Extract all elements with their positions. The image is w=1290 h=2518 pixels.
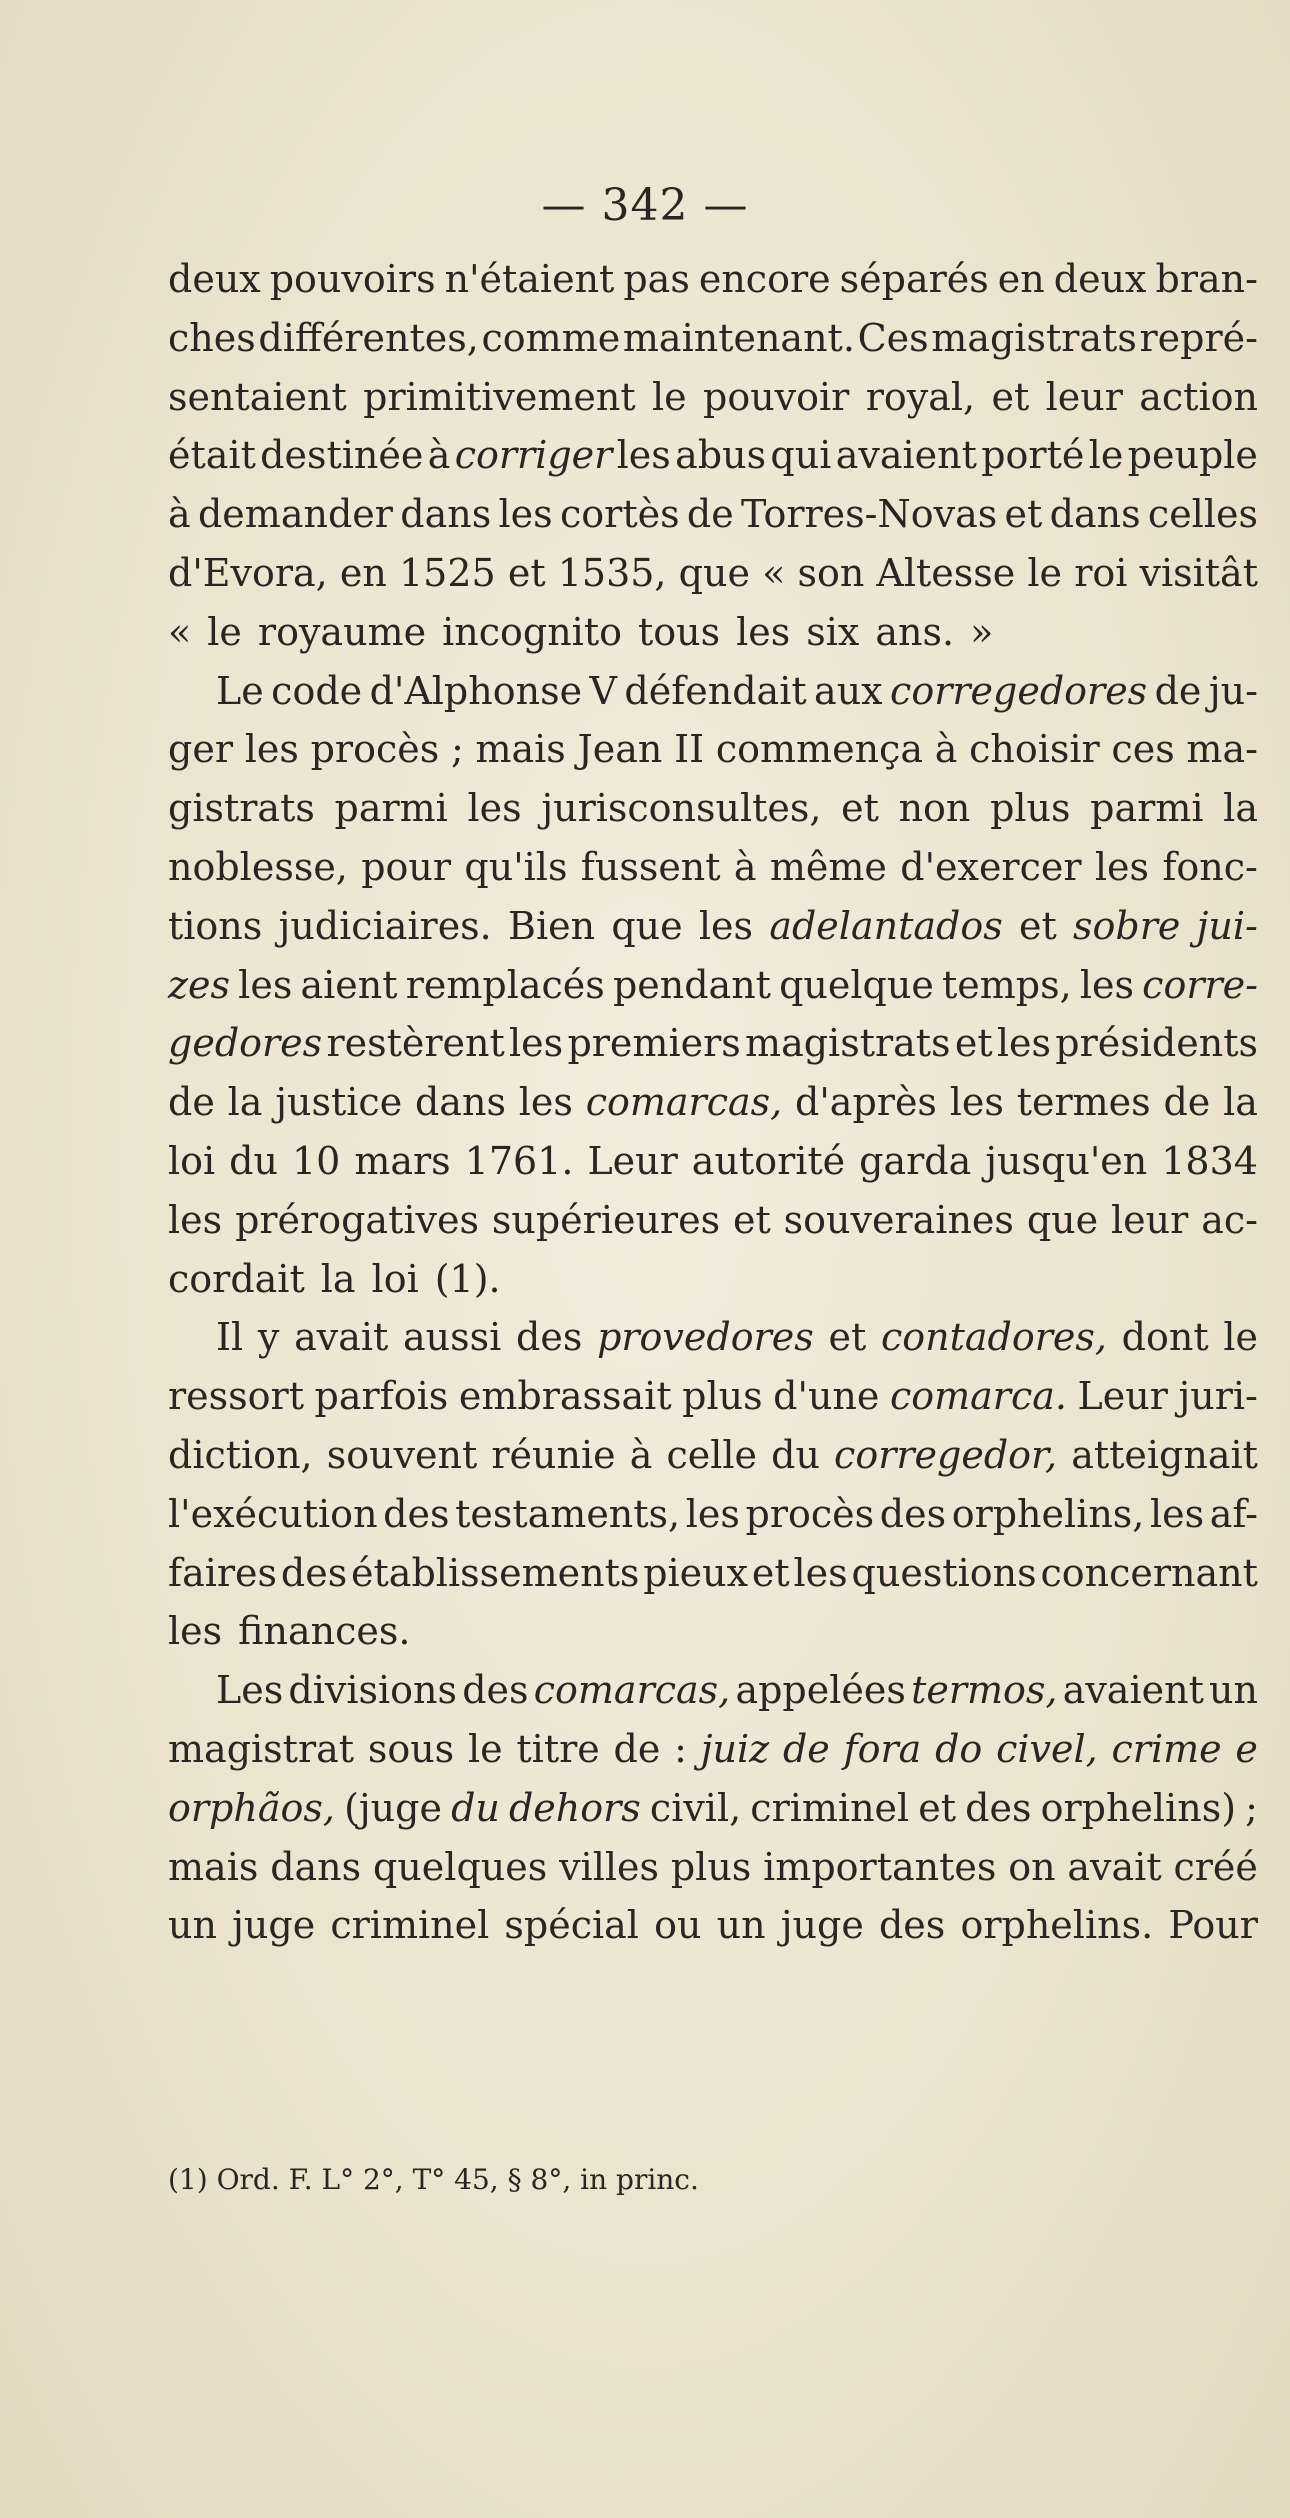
- word: 1834: [1161, 1138, 1258, 1183]
- text-line: [168, 1308, 1258, 1367]
- text-line: [168, 485, 1258, 544]
- word: les: [736, 609, 791, 654]
- word: le: [467, 1726, 503, 1771]
- word: ger: [168, 727, 233, 772]
- word: les: [949, 1080, 1004, 1125]
- word: réunie: [491, 1432, 616, 1477]
- word: les: [498, 492, 553, 537]
- word: corregedores: [890, 668, 1148, 713]
- word: défendait: [624, 668, 807, 713]
- word: titre: [516, 1726, 600, 1771]
- word: loi: [168, 1138, 216, 1183]
- word: choisir: [969, 727, 1100, 772]
- word: 10: [291, 1138, 341, 1183]
- word: un: [716, 1903, 766, 1948]
- word: souvent: [326, 1432, 478, 1477]
- word: ches: [168, 315, 256, 360]
- text-line: [168, 1896, 1258, 1955]
- word: les: [685, 1491, 740, 1536]
- word: de: [1154, 668, 1202, 713]
- word: les: [238, 962, 293, 1007]
- word: des: [516, 1315, 583, 1360]
- footnote: (1) Ord. F. L° 2°, T° 45, § 8°, in princ.: [168, 2163, 699, 2196]
- word: et: [733, 1197, 771, 1242]
- word: criminel: [330, 1903, 490, 1948]
- text-line: [168, 897, 1258, 956]
- text-line: [168, 838, 1258, 897]
- word: Il: [216, 1315, 244, 1360]
- word: ma-: [1186, 727, 1258, 772]
- word: mars: [354, 1138, 451, 1183]
- word: de: [686, 492, 734, 537]
- word: juiz: [700, 1726, 770, 1771]
- word: pendant: [612, 962, 771, 1007]
- word: et: [918, 1785, 957, 1830]
- word: diction,: [168, 1432, 313, 1477]
- word: orphelins.: [960, 1903, 1154, 1948]
- word: encore: [698, 257, 831, 301]
- word: la: [1223, 1080, 1258, 1125]
- text-line: [168, 1485, 1258, 1544]
- word: faires: [168, 1550, 278, 1595]
- word: «: [762, 550, 786, 595]
- word: tions: [168, 903, 263, 948]
- text-line: [168, 603, 1258, 662]
- word: judiciaires.: [278, 903, 492, 948]
- word: deux: [1053, 257, 1147, 301]
- word: dont: [1121, 1315, 1209, 1360]
- word: repré-: [1139, 315, 1258, 360]
- word: zes: [168, 962, 231, 1007]
- word: la: [1223, 786, 1258, 831]
- word: qu'ils: [464, 844, 568, 889]
- word: pas: [623, 257, 690, 301]
- word: aux: [814, 668, 883, 713]
- text-line: [168, 1602, 1258, 1661]
- word: demander: [197, 492, 393, 537]
- word: Altesse: [876, 550, 1016, 595]
- word: »: [970, 609, 994, 654]
- word: sobre: [1073, 903, 1181, 948]
- word: remplacés: [405, 962, 605, 1007]
- word: la: [227, 1080, 263, 1125]
- text-line: [168, 1544, 1258, 1603]
- word: divisions: [288, 1668, 458, 1713]
- word: peuple: [1127, 433, 1258, 478]
- word: d'Evora,: [168, 550, 328, 595]
- word: action: [1139, 374, 1258, 419]
- word: l'exécution: [168, 1491, 378, 1536]
- word: dans: [414, 1080, 506, 1125]
- word: noblesse,: [168, 844, 348, 889]
- word: autorité: [691, 1138, 846, 1183]
- word: pieux: [643, 1550, 749, 1595]
- word: pour: [361, 844, 452, 889]
- word: les: [698, 903, 754, 948]
- word: finances.: [238, 1609, 411, 1654]
- word: six: [806, 609, 860, 654]
- word: n'étaient: [444, 257, 615, 301]
- word: les: [1079, 962, 1135, 1007]
- word: Leur: [1077, 1374, 1168, 1419]
- word: aient: [300, 962, 398, 1007]
- word: magistrats: [931, 315, 1137, 360]
- word: villes: [559, 1844, 659, 1889]
- word: sentaient: [168, 374, 347, 419]
- word: non: [898, 786, 971, 831]
- word: termos,: [911, 1668, 1058, 1713]
- word: gistrats: [168, 786, 315, 831]
- word: 1525: [398, 550, 496, 595]
- word: provedores: [597, 1315, 814, 1360]
- word: cordait: [168, 1256, 305, 1301]
- word: concernant: [1040, 1550, 1258, 1595]
- word: et: [1004, 492, 1043, 537]
- word: Jean: [577, 727, 663, 772]
- word: pouvoirs: [269, 257, 436, 301]
- word: avait: [294, 1315, 389, 1360]
- word: questions: [851, 1550, 1037, 1595]
- text-line: [168, 1779, 1258, 1838]
- word: temps,: [942, 962, 1072, 1007]
- word: des: [383, 1491, 450, 1536]
- word: ;: [450, 727, 464, 772]
- word: fussent: [580, 844, 721, 889]
- word: II: [674, 727, 705, 772]
- word: un: [168, 1903, 217, 1948]
- word: aussi: [403, 1315, 502, 1360]
- word: le: [1088, 433, 1124, 478]
- word: souveraines: [783, 1197, 1014, 1242]
- word: fonc-: [1162, 844, 1258, 889]
- word: cortès: [560, 492, 680, 537]
- word: V: [589, 668, 617, 713]
- word: do: [935, 1726, 983, 1771]
- word: celles: [1147, 492, 1258, 537]
- word: les: [244, 727, 299, 772]
- word: ou: [654, 1903, 702, 1948]
- word: premiers: [567, 1021, 741, 1066]
- word: avait: [1067, 1844, 1162, 1889]
- word: et: [751, 1550, 790, 1595]
- word: dans: [400, 492, 492, 537]
- word: différentes,: [258, 315, 479, 360]
- word: justice: [275, 1080, 403, 1125]
- word: les: [793, 1550, 848, 1595]
- word: orphãos,: [168, 1785, 335, 1830]
- word: les: [996, 1021, 1052, 1066]
- word: commença: [715, 727, 923, 772]
- word: jusqu'en: [985, 1138, 1148, 1183]
- word: et: [1018, 903, 1057, 948]
- word: parfois: [314, 1374, 449, 1419]
- text-line: [168, 1250, 1258, 1309]
- word: dans: [1049, 492, 1141, 537]
- word: Pour: [1168, 1903, 1258, 1948]
- word: plus: [670, 1844, 752, 1889]
- word: quelque: [779, 962, 934, 1007]
- word: que: [678, 550, 750, 595]
- word: à: [629, 1432, 653, 1477]
- word: procès: [310, 727, 440, 772]
- text-line: [168, 662, 1258, 721]
- word: des: [965, 1785, 1032, 1830]
- word: des: [878, 1903, 946, 1948]
- word: Le: [216, 668, 264, 713]
- word: et: [991, 374, 1030, 419]
- word: (1).: [434, 1256, 501, 1301]
- word: spécial: [504, 1903, 639, 1948]
- word: pouvoir: [703, 374, 850, 419]
- page-body-text: [168, 250, 1258, 1955]
- word: que: [611, 903, 683, 948]
- word: destinée: [260, 433, 424, 478]
- word: les: [168, 1609, 223, 1654]
- word: juri-: [1178, 1374, 1258, 1419]
- word: Ces: [857, 315, 929, 360]
- word: et: [507, 550, 546, 595]
- word: :: [674, 1726, 687, 1771]
- word: Leur: [587, 1138, 678, 1183]
- word: incognito: [442, 609, 622, 654]
- text-line: [168, 309, 1258, 368]
- word: corregedor,: [834, 1432, 1058, 1477]
- word: 1535,: [557, 550, 667, 595]
- word: tous: [637, 609, 721, 654]
- word: de: [168, 1080, 215, 1125]
- word: et: [841, 786, 879, 831]
- word: à: [934, 727, 958, 772]
- word: comarcas,: [533, 1668, 731, 1713]
- word: de: [1163, 1080, 1211, 1125]
- word: séparés: [839, 257, 989, 301]
- word: royal,: [865, 374, 976, 419]
- word: orphelins): [1040, 1785, 1237, 1830]
- text-line: [168, 426, 1258, 485]
- word: testaments,: [455, 1491, 681, 1536]
- word: dehors: [508, 1785, 641, 1830]
- word: les: [518, 1080, 573, 1125]
- word: ans.: [875, 609, 955, 654]
- word: procès: [745, 1491, 875, 1536]
- word: prérogatives: [235, 1197, 479, 1242]
- word: royaume: [257, 609, 427, 654]
- text-line: [168, 779, 1258, 838]
- word: les: [1094, 844, 1150, 889]
- word: loi: [371, 1256, 419, 1301]
- word: un: [1209, 1668, 1258, 1713]
- word: leur: [1111, 1197, 1189, 1242]
- word: plus: [682, 1374, 763, 1419]
- word: qui: [770, 433, 832, 478]
- word: (juge: [344, 1785, 442, 1830]
- word: magistrat: [168, 1726, 355, 1771]
- word: fora: [843, 1726, 922, 1771]
- word: même: [769, 844, 887, 889]
- word: orphelins,: [951, 1491, 1145, 1536]
- word: en: [997, 257, 1045, 301]
- word: magistrats: [745, 1021, 951, 1066]
- text-line: [168, 1838, 1258, 1897]
- word: de: [782, 1726, 830, 1771]
- word: restèrent: [326, 1021, 505, 1066]
- word: des: [280, 1550, 348, 1595]
- word: garda: [859, 1138, 972, 1183]
- word: «: [168, 609, 192, 654]
- word: à: [427, 433, 451, 478]
- word: les: [467, 786, 522, 831]
- text-line: [168, 250, 1258, 309]
- word: code: [271, 668, 363, 713]
- word: 1761.: [464, 1138, 574, 1183]
- word: dans: [270, 1844, 362, 1889]
- word: Torres-Novas: [741, 492, 998, 537]
- word: porté: [981, 433, 1085, 478]
- word: e: [1235, 1726, 1258, 1771]
- word: roi: [1074, 550, 1128, 595]
- word: atteignait: [1071, 1432, 1258, 1477]
- word: mais: [475, 727, 566, 772]
- word: quelques: [373, 1844, 548, 1889]
- word: son: [797, 550, 865, 595]
- word: gedores: [168, 1021, 323, 1066]
- text-line: [168, 1073, 1258, 1132]
- word: Bien: [508, 903, 596, 948]
- text-line: [168, 1720, 1258, 1779]
- word: avaient: [835, 433, 977, 478]
- word: le: [207, 609, 242, 654]
- word: à: [733, 844, 757, 889]
- text-line: [168, 544, 1258, 603]
- word: le: [651, 374, 687, 419]
- word: les: [616, 433, 671, 478]
- word: d'une: [773, 1374, 880, 1419]
- word: abus: [675, 433, 767, 478]
- text-line: [168, 1367, 1258, 1426]
- word: comarcas,: [585, 1080, 783, 1125]
- word: comme: [481, 315, 621, 360]
- word: parmi: [334, 786, 448, 831]
- word: ressort: [168, 1374, 304, 1419]
- word: créé: [1173, 1844, 1258, 1889]
- word: juge: [232, 1903, 316, 1948]
- word: civel,: [996, 1726, 1098, 1771]
- word: avaient: [1062, 1668, 1204, 1713]
- word: plus: [990, 786, 1071, 831]
- word: ju-: [1208, 668, 1258, 713]
- word: deux: [168, 257, 261, 301]
- text-line: [168, 956, 1258, 1015]
- word: ac-: [1201, 1197, 1258, 1242]
- word: les: [1150, 1491, 1205, 1536]
- word: maintenant.: [622, 315, 855, 360]
- word: corre-: [1142, 962, 1258, 1007]
- word: parmi: [1090, 786, 1204, 831]
- word: la: [320, 1256, 356, 1301]
- word: criminel: [750, 1785, 910, 1830]
- word: juge: [780, 1903, 864, 1948]
- word: jurisconsultes,: [541, 786, 822, 831]
- word: du: [451, 1785, 500, 1830]
- word: leur: [1045, 374, 1123, 419]
- word: que: [1026, 1197, 1099, 1242]
- word: appelées: [735, 1668, 906, 1713]
- word: embrassait: [458, 1374, 672, 1419]
- text-line: [168, 1191, 1258, 1250]
- word: le: [1223, 1315, 1258, 1360]
- word: en: [339, 550, 387, 595]
- word: af-: [1209, 1491, 1258, 1536]
- word: des: [879, 1491, 947, 1536]
- word: à: [168, 492, 191, 537]
- word: et: [954, 1021, 993, 1066]
- word: celle: [666, 1432, 758, 1477]
- word: de: [613, 1726, 661, 1771]
- word: y: [257, 1315, 280, 1360]
- word: importantes: [763, 1844, 997, 1889]
- word: supérieures: [491, 1197, 721, 1242]
- word: présidents: [1055, 1021, 1258, 1066]
- word: primitivement: [363, 374, 636, 419]
- word: les: [168, 1197, 223, 1242]
- page-number-header: — 342 —: [541, 180, 749, 231]
- word: visitât: [1139, 550, 1258, 595]
- word: contadores,: [880, 1315, 1107, 1360]
- word: sous: [367, 1726, 455, 1771]
- word: ces: [1111, 727, 1175, 772]
- word: corriger: [454, 433, 613, 478]
- word: civil,: [649, 1785, 742, 1830]
- word: établissements: [351, 1550, 640, 1595]
- word: adelantados: [769, 903, 1003, 948]
- word: on: [1008, 1844, 1056, 1889]
- word: mais: [168, 1844, 259, 1889]
- word: jui-: [1196, 903, 1258, 948]
- word: du: [771, 1432, 820, 1477]
- word: termes: [1016, 1080, 1151, 1125]
- word: était: [168, 433, 256, 478]
- word: d'exercer: [900, 844, 1082, 889]
- text-line: [168, 1132, 1258, 1191]
- text-line: [168, 1661, 1258, 1720]
- word: des: [462, 1668, 529, 1713]
- text-line: [168, 720, 1258, 779]
- word: d'après: [795, 1080, 937, 1125]
- word: comarca.: [889, 1374, 1067, 1419]
- text-line: [168, 1014, 1258, 1073]
- word: d'Alphonse: [369, 668, 583, 713]
- word: ;: [1245, 1785, 1258, 1830]
- word: du: [229, 1138, 278, 1183]
- word: Les: [216, 1668, 284, 1713]
- text-line: [168, 368, 1258, 427]
- word: bran-: [1155, 257, 1258, 301]
- word: les: [509, 1021, 564, 1066]
- text-line: [168, 1426, 1258, 1485]
- word: le: [1027, 550, 1063, 595]
- word: et: [828, 1315, 867, 1360]
- word: crime: [1111, 1726, 1222, 1771]
